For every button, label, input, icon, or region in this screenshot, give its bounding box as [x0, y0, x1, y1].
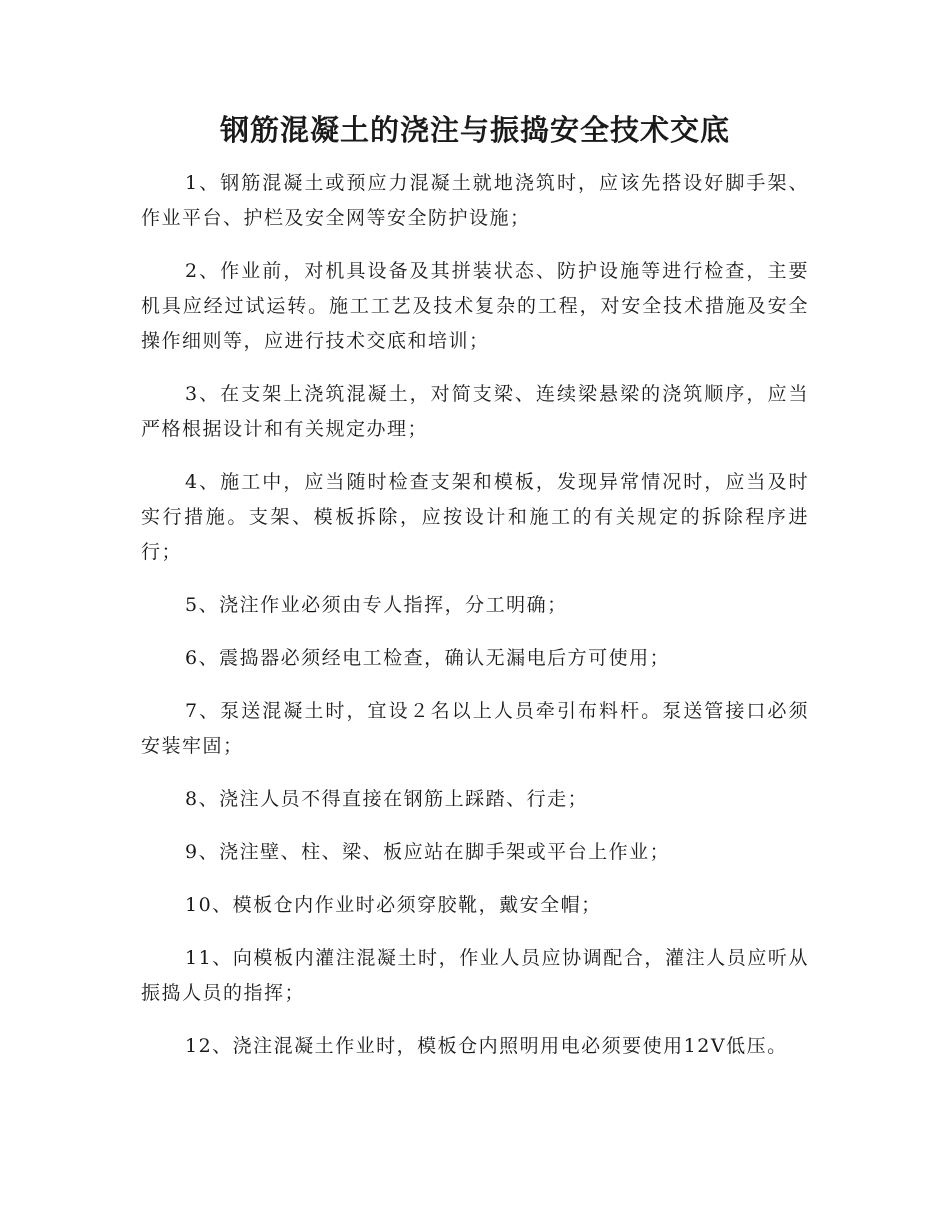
paragraph-9: 9、浇注壁、柱、梁、板应站在脚手架或平台上作业； [185, 841, 671, 863]
document-body [141, 166, 809, 1082]
paragraph-8: 8、浇注人员不得直接在钢筋上踩踏、行走； [185, 788, 589, 810]
paragraph-3: 3、在支架上浇筑混凝土，对简支梁、连续梁悬梁的浇筑顺序，应当严格根据设计和有关规定办理； [141, 383, 809, 440]
paragraph-10: 10、模板仓内作业时必须穿胶靴，戴安全帽； [185, 894, 602, 916]
paragraph-4: 4、施工中，应当随时检查支架和模板，发现异常情况时，应当及时实行措施。支架、模板拆除，应按设计和施工的有关规定的拆除程序进行； [141, 471, 809, 563]
paragraph-1: 1、钢筋混凝土或预应力混凝土就地浇筑时，应该先搭设好脚手架、作业平台、护栏及安全网等安全防护设施； [141, 172, 809, 229]
paragraph-11: 11、向模板内灌注混凝土时，作业人员应协调配合，灌注人员应听从振捣人员的指挥； [141, 947, 809, 1004]
paragraph-5: 5、浇注作业必须由专人指挥，分工明确； [185, 594, 568, 616]
paragraph-12: 12、浇注混凝土作业时，模板仓内照明用电必须要使用12V低压。 [185, 1035, 788, 1057]
paragraph-6: 6、震捣器必须经电工检查，确认无漏电后方可使用； [185, 647, 671, 669]
document-title: 钢筋混凝土的浇注与振捣安全技术交底 [219, 113, 730, 147]
paragraph-2: 2、作业前，对机具设备及其拼装状态、防护设施等进行检查，主要机具应经过试运转。施工工艺及技术复杂的工程，对安全技术措施及安全操作细则等，应进行技术交底和培训； [141, 260, 809, 352]
paragraph-7: 7、泵送混凝土时，宜设２名以上人员牵引布料杆。泵送管接口必须安装牢固； [141, 700, 809, 757]
